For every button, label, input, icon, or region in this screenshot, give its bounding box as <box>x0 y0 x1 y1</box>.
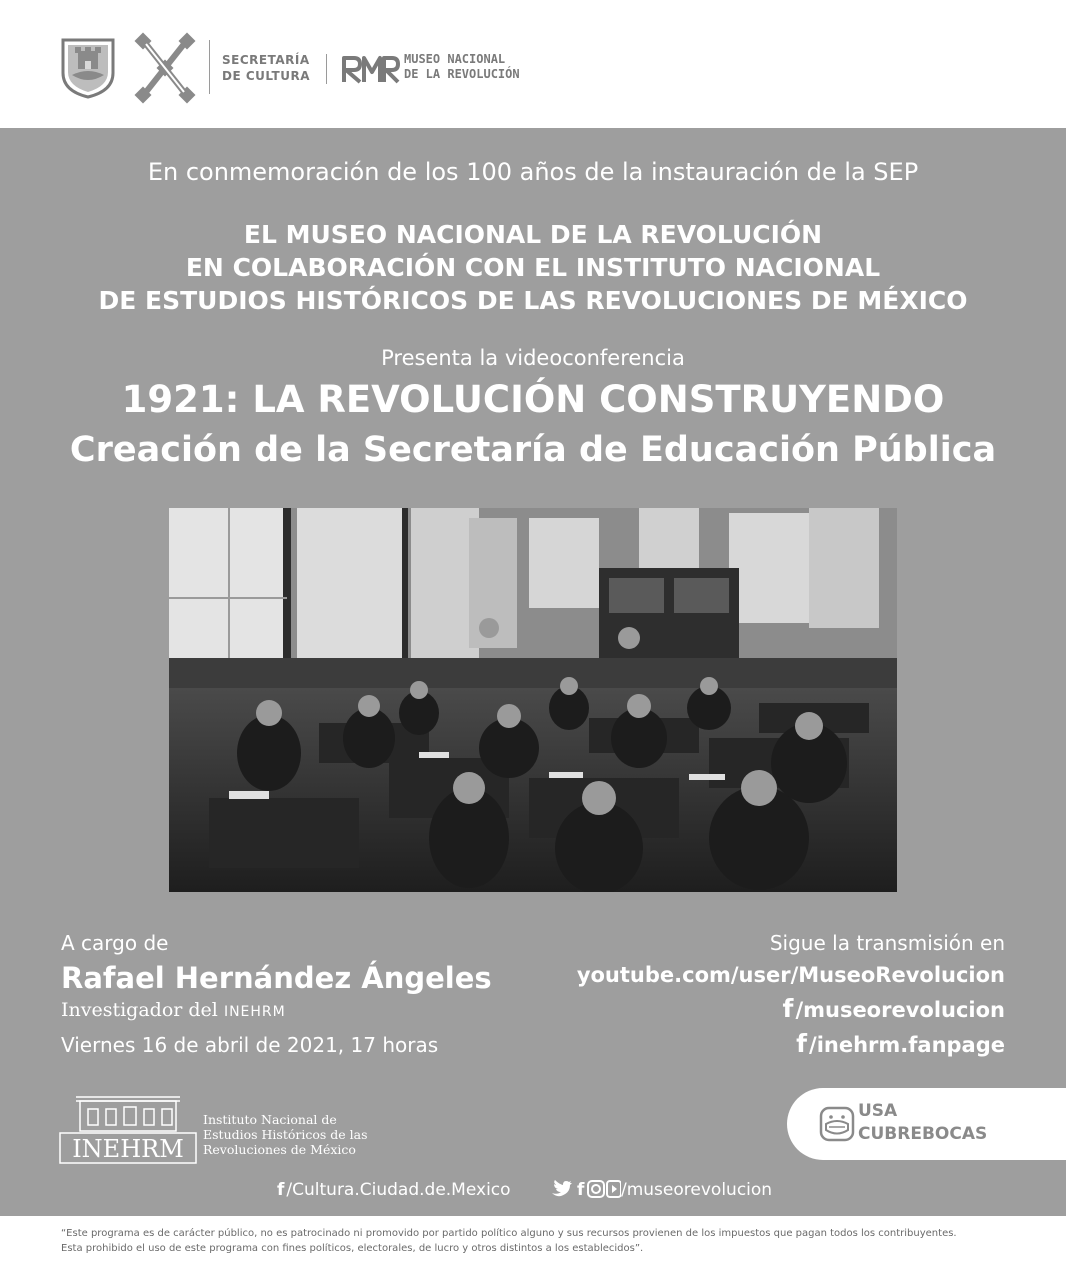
facebook-icon: f <box>796 1029 808 1058</box>
face-mask-icon <box>817 1104 857 1144</box>
conference-subtitle: Creación de la Secretaría de Educación Pública <box>69 430 997 470</box>
cultura-social-link[interactable] <box>277 1180 511 1200</box>
museo-line2: DE LA REVOLUCIÓN <box>404 67 520 81</box>
stream-intro: Sigue la transmisión en <box>769 931 1005 955</box>
poster-body <box>0 128 1066 1216</box>
stream-block <box>577 928 1005 1062</box>
organizer-line: EN COLABORACIÓN CON EL INSTITUTO NACIONAL <box>185 253 881 282</box>
speaker-role <box>61 998 492 1024</box>
facebook-inehrm-link[interactable] <box>577 1027 1005 1062</box>
inehrm-name-line: Revoluciones de México <box>203 1142 356 1157</box>
cdmx-coat-of-arms-logo <box>60 37 116 99</box>
facebook-icon: f <box>277 1180 285 1200</box>
facebook-museo-link[interactable] <box>577 992 1005 1027</box>
organizer-line: DE ESTUDIOS HISTÓRICOS DE LAS REVOLUCIONES DE MÉXICO <box>98 286 968 315</box>
disclaimer-line1: “Este programa es de carácter público, no es patrocinado ni promovido por partido político alguno y sus recursos provienen de los impuestos que pagan todos los contribuyentes. <box>61 1228 957 1239</box>
secretaria-cultura-wordmark <box>222 52 310 84</box>
mask-badge-line1: USA <box>858 1101 898 1121</box>
organizer-block <box>0 218 1066 317</box>
speaker-name: Rafael Hernández Ángeles <box>61 961 492 995</box>
instagram-icon <box>588 1181 604 1197</box>
header-divider <box>326 54 327 84</box>
conference-title: 1921: LA REVOLUCIÓN CONSTRUYENDO <box>121 378 945 421</box>
organizer-line: EL MUSEO NACIONAL DE LA REVOLUCIÓN <box>243 220 823 249</box>
inehrm-name-line: Estudios Históricos de las <box>203 1127 368 1142</box>
facebook-icon: f <box>782 994 794 1023</box>
classroom-photo <box>169 508 897 892</box>
museo-line1: MUSEO NACIONAL <box>404 52 506 66</box>
cdmx-knot-logo <box>132 30 198 106</box>
facebook-inehrm-handle: /inehrm.fanpage <box>809 1033 1005 1057</box>
disclaimer-line2: Esta prohibido el uso de este programa con fines políticos, electorales, de lucro y otros distintos a los establecidos”. <box>61 1243 644 1254</box>
inehrm-name-line: Instituto Nacional de <box>203 1112 337 1127</box>
twitter-icon <box>552 1180 572 1196</box>
facebook-icon: f <box>577 1180 585 1198</box>
secretaria-line2: DE CULTURA <box>222 69 311 83</box>
header-bar <box>0 0 1066 128</box>
speaker-intro: A cargo de <box>61 931 169 955</box>
museo-revolucion-wordmark <box>404 52 520 82</box>
secretaria-line1: SECRETARÍA <box>222 53 310 67</box>
commemoration-text: En conmemoración de los 100 años de la instauración de la SEP <box>147 158 919 186</box>
legal-disclaimer <box>61 1226 1021 1256</box>
facebook-museo-handle: /museorevolucion <box>795 998 1005 1022</box>
rmr-monogram-logo <box>340 54 402 84</box>
speaker-role-prefix: Investigador del <box>61 999 218 1021</box>
inehrm-acronym: INEHRM <box>72 1135 184 1163</box>
social-icons-group <box>551 1180 621 1198</box>
mask-badge-text <box>858 1100 987 1146</box>
youtube-link[interactable]: youtube.com/user/MuseoRevolucion <box>576 963 1005 987</box>
presents-label: Presenta la videoconferencia <box>381 346 685 370</box>
inehrm-full-name <box>203 1112 368 1157</box>
cultura-handle: /Cultura.Ciudad.de.Mexico <box>286 1180 511 1200</box>
header-divider <box>209 40 210 94</box>
museo-social-links[interactable] <box>551 1180 772 1200</box>
mask-badge-line2: CUBREBOCAS <box>858 1124 988 1144</box>
museo-handle: /museorevolucion <box>621 1180 773 1200</box>
event-date: Viernes 16 de abril de 2021, 17 horas <box>61 1033 439 1057</box>
speaker-block <box>61 928 492 1066</box>
speaker-role-org: INEHRM <box>223 1004 286 1020</box>
